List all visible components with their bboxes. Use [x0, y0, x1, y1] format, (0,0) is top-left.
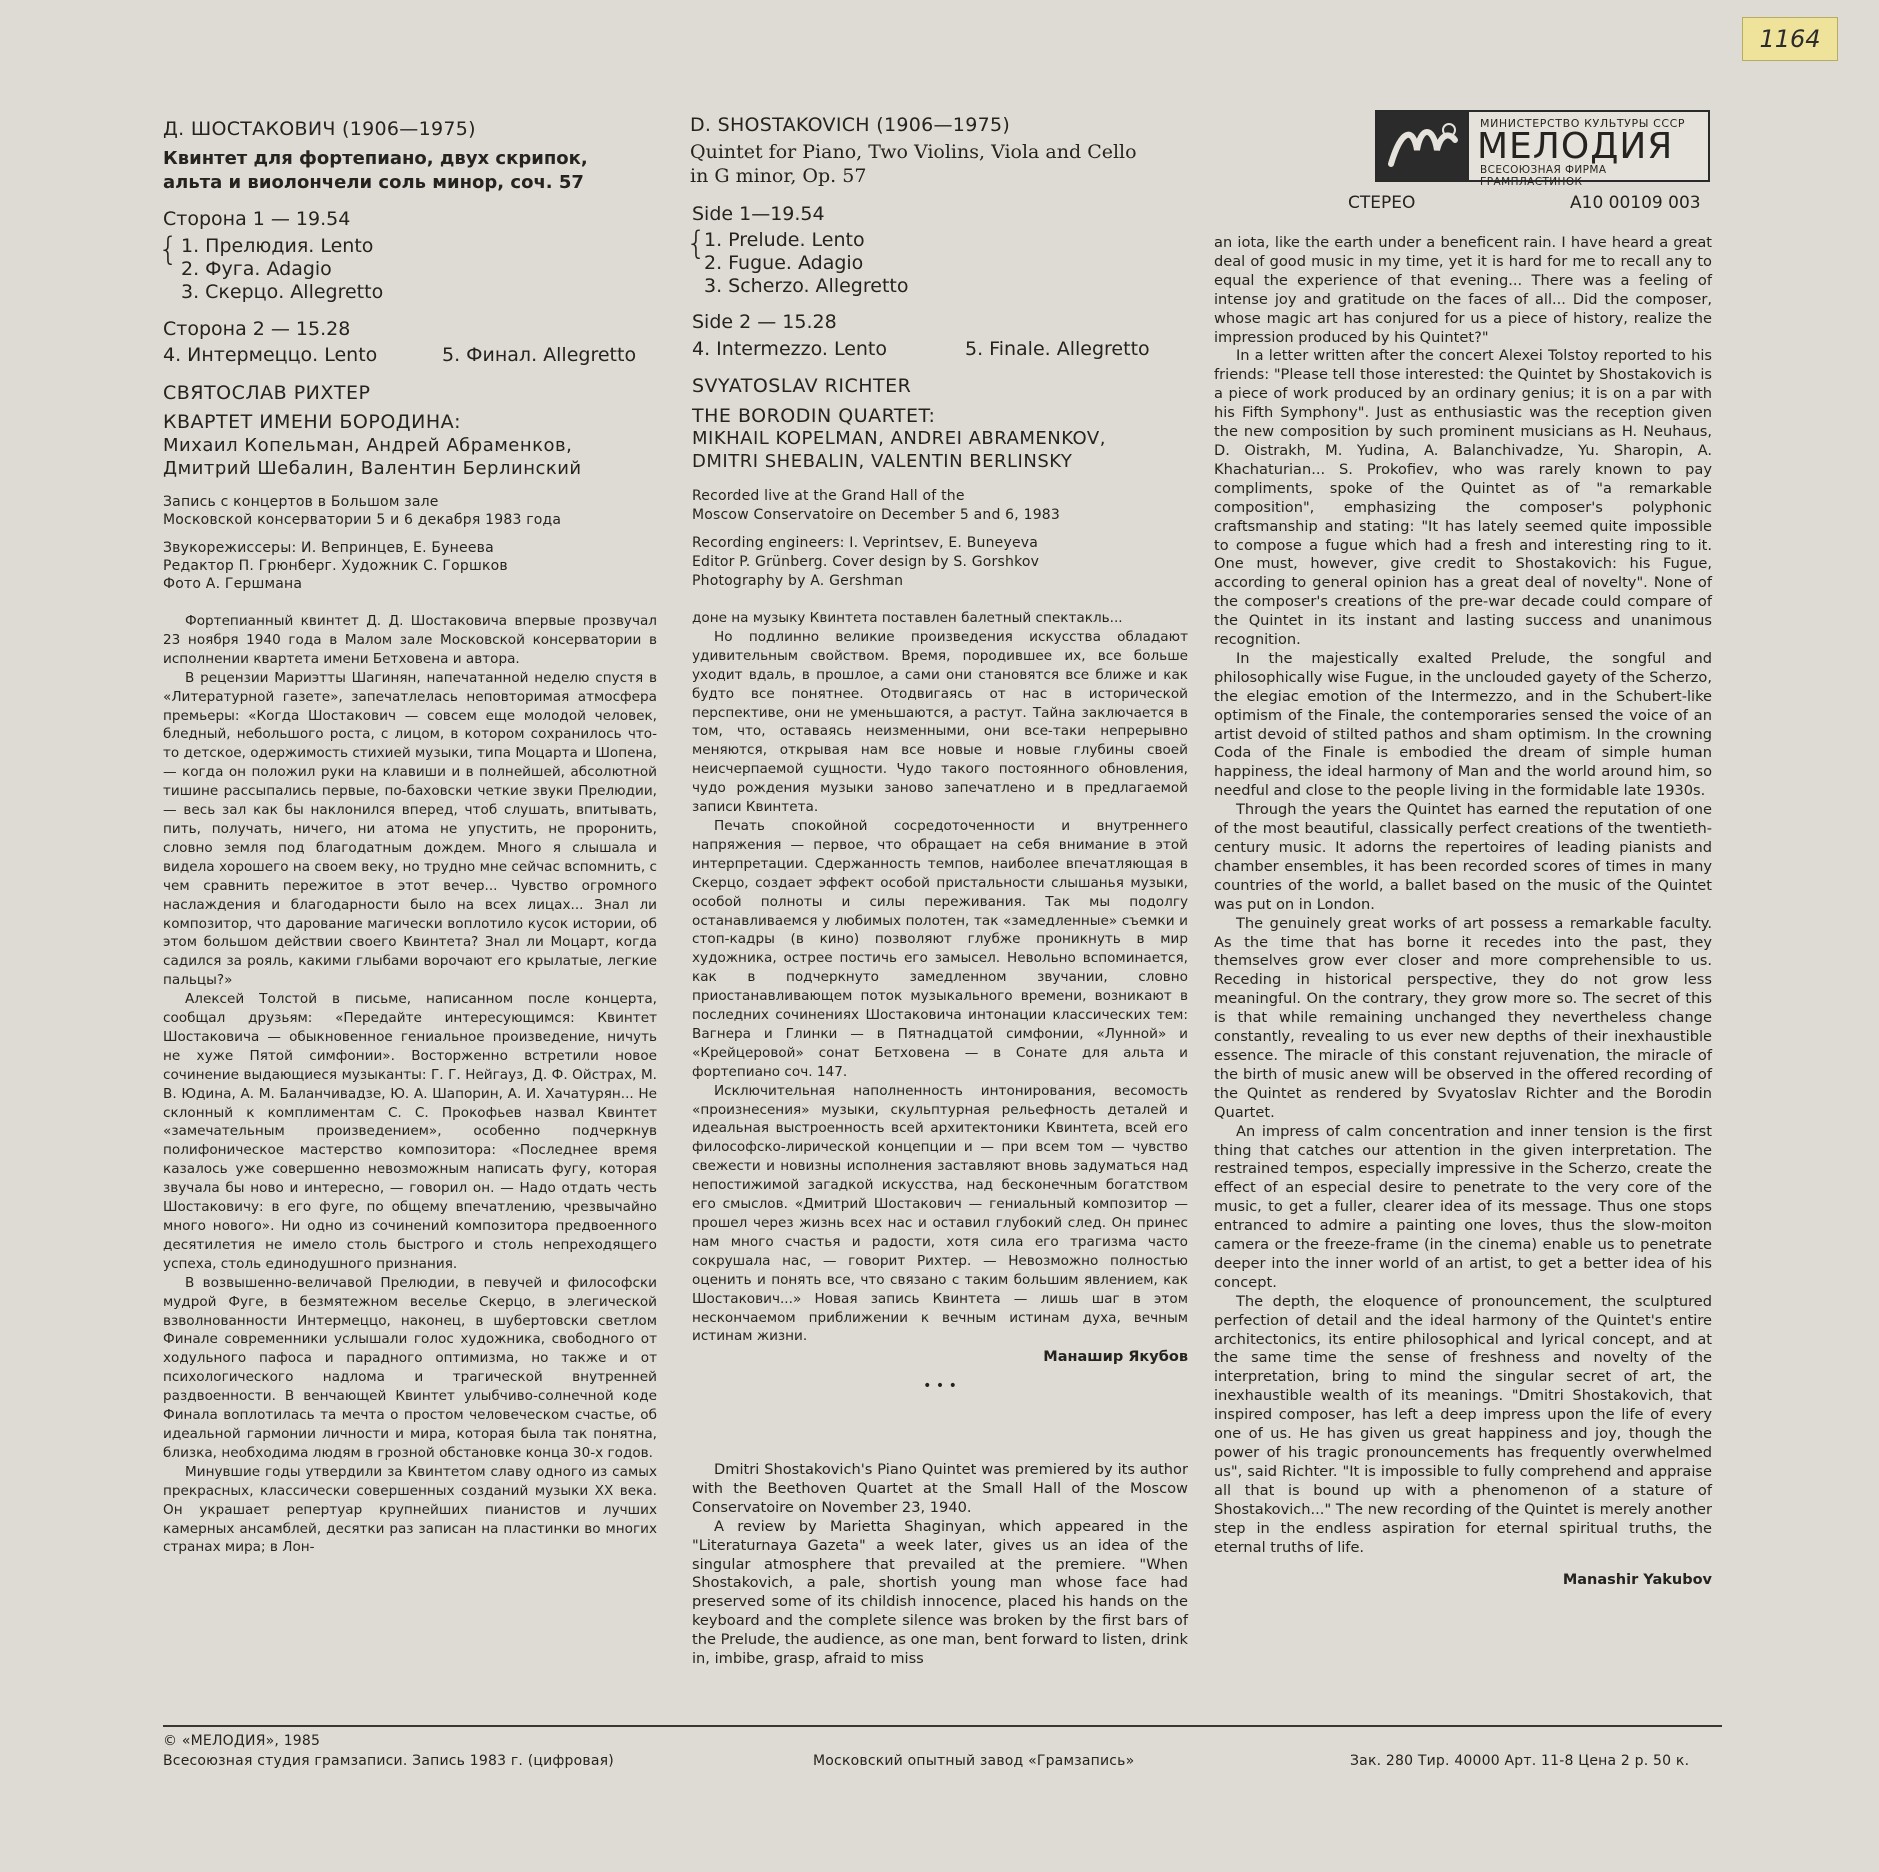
stereo-label: СТЕРЕО: [1348, 193, 1416, 213]
credits-en-3: Photography by A. Gershman: [692, 573, 904, 589]
essay-ru-paragraph: Фортепианный квинтет Д. Д. Шостаковича впервые прозвучал 23 ноября 1940 года в Малом зале Московской консерватории в исполнении квартета имени Бетховена и автора.: [163, 613, 657, 667]
work-title-ru-2: альта и виолончели соль минор, соч. 57: [163, 172, 584, 193]
track-2-en: 2. Fugue. Adagio: [704, 252, 864, 274]
author-signature-en: Manashir Yakubov: [1562, 1572, 1712, 1589]
brace-ru: {: [158, 230, 179, 268]
performer-ru: СВЯТОСЛАВ РИХТЕР: [163, 382, 371, 404]
track-3-en: 3. Scherzo. Allegretto: [704, 275, 909, 297]
recording-ru-2: Московской консерватории 5 и 6 декабря 1983 года: [163, 512, 562, 528]
track-4-en: 4. Intermezzo. Lento: [692, 338, 888, 360]
recording-en-2: Moscow Conservatoire on December 5 and 6, 1983: [692, 507, 1061, 523]
recording-en-1: Recorded live at the Grand Hall of the: [692, 488, 965, 504]
composer-en: D. SHOSTAKOVICH (1906—1975): [690, 114, 1011, 136]
quartet-en: THE BORODIN QUARTET:: [692, 405, 936, 427]
credits-ru-2: Редактор П. Грюнберг. Художник С. Горшков: [163, 558, 508, 574]
essay-en-paragraph: In the majestically exalted Prelude, the songful and philosophically wise Fugue, in the unclouded gayety of the Scherzo, the elegiac emotion of the Intermezzo, and in the Schubert-like optimism of the Finale, the contemporaries sensed the voice of an artist devoid of stilted pathos and sham optimism. In the crowning Coda of the Finale is embodied the dream of simple human happiness, the ideal harmony of Man and the world around him, so needful and close to the people living in the formidable late 1930s.: [1214, 649, 1712, 800]
essay-ru-paragraph: Печать спокойной сосредоточенности и внутреннего напряжения — первое, что обращает на себя внимание в этой интерпретации. Сдержанность темпов, наиболее впечатляющая в Скерцо, создает эффект особой пристальности слышанья музыки, особой полноты и силы переживания. Так мы подолгу останавливаемся у любимых полотен, так «замедленные» съемки и стоп-кадры (в кино) позволяют глубже проникнуть в мир художника, острее постичь его замысел. Невольно вспоминается, как в подчеркнуто замедленном звучании, словно приостанавливающем поток музыкального времени, возникают в последних сочинениях Шостаковича интонации классических тем: Вагнера и Глинки — в Пятнадцатой симфонии, «Лунной» и «Крейцеровой» сонат Бетховена — в Сонате для альта и фортепиано соч. 147.: [692, 817, 1188, 1080]
credits-en-2: Editor P. Grünberg. Cover design by S. Gorshkov: [692, 554, 1040, 570]
essay-en-paragraph: In a letter written after the concert Alexei Tolstoy reported to his friends: "Please tell those interested: the Quintet by Shostakovich is a piece of work produced by an ordinary genius; it is on a par with his Fifth Symphony". Just as enthusiastic was the reception given the new composition by such prominent musicians as H. Neuhaus, D. Oistrakh, M. Yudina, A. Balanchivadze, Yu. Sharopin, A. Khachaturian... S. Prokofiev, who was rarely known to pay compliments, spoke of the Quintet as of "a remarkable composition", emphasizing the composer's polyphonic craftsmanship and stating: "It has lately seemed quite impossible to compose a fugue which had a fresh and interesting ring to it. One must, however, give credit to Shostakovich: his Fugue, according to general opinion has a great deal of novelty". None of the composer's creations of the pre-war decade could compare of the Quintet in its instant and lasting success and unanimous recognition.: [1214, 347, 1712, 649]
recording-ru-1: Запись с концертов в Большом зале: [163, 494, 439, 510]
essay-en-paragraph: The depth, the eloquence of pronouncement, the sculptured perfection of detail and the ideal harmony of the Quintet's entire architectonics, its entire philosophical and lyrical concept, and at the same time the sense of freshness and novelty of the interpretation, bring to mind the singular secret of art, the inexhaustible wealth of its meanings. "Dmitri Shostakovich, that inspired composer, has left a deep impress upon the life of every one of us. He has given us great happiness and joy, though the power of his tragic pronouncements has frequently overwhelmed us", said Richter. "It is impossible to fully comprehend and appraise all that is bound up with a phenomenon of a stature of Shostakovich..." The new recording of the Quintet is merely another step in the endless aspiration for eternal spiritual truths, the eternal truths of life.: [1214, 1292, 1712, 1556]
label-name: МЕЛОДИЯ: [1477, 126, 1674, 167]
composer-ru: Д. ШОСТАКОВИЧ (1906—1975): [163, 118, 476, 140]
essay-en-paragraph: An impress of calm concentration and inner tension is the first thing that catches our attention in the given interpretation. The restrained tempos, especially impressive in the Scherzo, create the effect of an especial desire to penetrate to the very core of the music, to get a fuller, clearer idea of its message. Thus one stops entranced to admire a painting one loves, thus the slow-moiton camera or the freeze-frame (in the cinema) enable us to penetrate deeper into the inner world of an artist, to get a better idea of his concept.: [1214, 1122, 1712, 1291]
essay-ru-paragraph: Исключительная наполненность интонирования, весомость «произнесения» музыки, скульптурная рельефность деталей и идеальная выстроенность всей архитектоники Квинтета, всей его философско-лирической концепции и — при всем том — чувство свежести и новизны исполнения заставляют вновь задуматься над непостижимой загадкой искусства, над бесконечным богатством его смыслов. «Дмитрий Шостакович — гениальный композитор — прошел через жизнь всех нас и оставил глубокий след. Он принес нам много счастья и радости, хотя сила его трагизма часто сокрушала нас, — говорит Рихтер. — Невозможно полностью оценить и понять все, что связано с таким большим явлением, как Шостакович...» Новая запись Квинтета — лишь шаг в этом нескончаемом приближении к вечным истинам духа, вечным истинам жизни.: [692, 1082, 1188, 1345]
footer-plant: Московский опытный завод «Грамзапись»: [813, 1753, 1135, 1769]
essay-ru-column-1: [163, 612, 657, 1557]
author-signature-ru: Манашир Якубов: [1043, 1349, 1188, 1366]
side2-en: Side 2 — 15.28: [692, 311, 837, 333]
footer-copyright: © «МЕЛОДИЯ», 1985: [163, 1733, 321, 1749]
performer-en: SVYATOSLAV RICHTER: [692, 375, 912, 397]
section-separator: • • •: [923, 1378, 957, 1395]
melodiya-emblem-icon: [1377, 112, 1469, 180]
essay-ru-paragraph: Минувшие годы утвердили за Квинтетом славу одного из самых прекрасных, классически совершенных созданий музыки XX века. Он украшает репертуар крупнейших пианистов и лучших камерных ансамблей, десятки раз записан на пластинки во многих странах мира; в Лон-: [163, 1463, 657, 1556]
track-1-en: 1. Prelude. Lento: [704, 229, 865, 251]
essay-ru-paragraph: доне на музыку Квинтета поставлен балетный спектакль...: [692, 610, 1123, 626]
track-3-ru: 3. Скерцо. Allegretto: [181, 281, 384, 303]
credits-ru-3: Фото А. Гершмана: [163, 576, 303, 592]
track-4-ru: 4. Интермеццо. Lento: [163, 344, 378, 366]
essay-en-paragraph: an iota, like the earth under a beneficent rain. I have heard a great deal of good music in my time, yet it is hard for me to recall any to equal the experience of that evening... There was a feeling of intense joy and gratitude on the faces of all... Did the composer, whose magic art has conjured for us a piece of history, realize the impression produced by his Quintet?": [1214, 234, 1712, 346]
footer-divider: [163, 1725, 1722, 1727]
footer-studio: Всесоюзная студия грамзаписи. Запись 1983 г. (цифровая): [163, 1753, 614, 1769]
label-ministry: МИНИСТЕРСТВО КУЛЬТУРЫ СССР: [1480, 117, 1686, 130]
members-ru-2: Дмитрий Шебалин, Валентин Берлинский: [163, 458, 582, 479]
label-firm: ВСЕСОЮЗНАЯ ФИРМА ГРАМПЛАСТИНОК: [1480, 164, 1607, 188]
quartet-ru: КВАРТЕТ ИМЕНИ БОРОДИНА:: [163, 411, 462, 433]
essay-ru-paragraph: В рецензии Мариэтты Шагинян, напечатанной неделю спустя в «Литературной газете», запечатлелась неповторимая атмосфера премьеры: «Когда Шостакович — совсем еще молодой человек, бледный, небольшого роста, с лицом, в котором сохранилось что-то детское, одержимость стихией музыки, типа Моцарта и Шопена, — когда он положил руки на клавиши и в полнейшей, абсолютной тишине рассыпались первые, по-баховски четкие звуки Прелюдии, — весь зал как бы наклонился вперед, чтоб слушать, впитывать, пить, получать, ничего, ни атома не упустить, не проронить, словно земля под благодатным дождем. Много я слышала и видела хорошего на своем веку, но трудно мне сейчас вспомнить, с чем сравнить пережитое в этот вечер... Чувство огромного наслаждения и благодарности было на всех лицах... Знал ли композитор, что дарование магически воплотило кусок истории, об этом большом действии своего Квинтета? Знал ли Моцарт, когда садился за рояль, какими глыбами ворочают его крылатые, легкие пальцы?»: [163, 669, 657, 989]
essay-en-paragraph: A review by Marietta Shaginyan, which appeared in the "Literaturnaya Gazeta" a week later, gives us an idea of the singular atmosphere that prevailed at the premiere. "When Shostakovich, a pale, shortish young man whose face had preserved some of its childish innocence, placed his hands on the keyboard and the complete silence was broken by the first bars of the Prelude, the audience, as one man, bent forward to listen, drink in, imbibe, grasp, afraid to miss: [692, 1517, 1188, 1668]
catalog-sticker: 1164: [1742, 17, 1838, 61]
members-ru-1: Михаил Копельман, Андрей Абраменков,: [163, 435, 573, 456]
essay-en-column-1: [692, 1461, 1188, 1669]
work-title-en-1: Quintet for Piano, Two Violins, Viola and Cello: [690, 141, 1137, 163]
credits-ru-1: Звукорежиссеры: И. Вепринцев, Е. Бунеева: [163, 540, 494, 556]
melodiya-logo: [1375, 110, 1710, 188]
brace-en: {: [686, 224, 707, 262]
side1-ru: Сторона 1 — 19.54: [163, 208, 351, 230]
credits-en-1: Recording engineers: I. Veprintsev, E. Buneyeva: [692, 535, 1039, 551]
essay-ru-paragraph: В возвышенно-величавой Прелюдии, в певучей и философски мудрой Фуге, в безмятежном веселье Скерцо, в элегической взволнованности Интермеццо, наконец, в шубертовски светлом Финале современники услышали голос художника, свободного от ходульного пафоса и парадного оптимизма, но также и от психологического надлома и трагической внутренней раздвоенности. В венчающей Квинтет улыбчиво-солнечной коде Финала воплотилась та мечта о простом человеческом счастье, об идеальной гармонии личности и мира, которая была так понятна, близка, необходима людям в грозной обстановке конца 30-х годов.: [163, 1274, 657, 1461]
side1-en: Side 1—19.54: [692, 203, 825, 225]
side2-ru: Сторона 2 — 15.28: [163, 318, 351, 340]
footer-order: Зак. 280 Тир. 40000 Арт. 11-8 Цена 2 р. 50 к.: [1350, 1753, 1690, 1769]
members-en-2: DMITRI SHEBALIN, VALENTIN BERLINSKY: [692, 451, 1073, 472]
essay-en-column-2: [1214, 234, 1712, 1590]
work-title-en-2: in G minor, Op. 57: [690, 165, 867, 187]
track-5-ru: 5. Финал. Allegretto: [442, 344, 637, 366]
essay-en-paragraph: Through the years the Quintet has earned the reputation of one of the most beautiful, classically perfect creations of the twentieth-century music. It adorns the repertoires of leading pianists and chamber ensembles, it has been recorded scores of times in many countries of the world, a ballet based on the music of the Quintet was put on in London.: [1214, 801, 1712, 913]
catalog-number: А10 00109 003: [1570, 193, 1701, 213]
track-5-en: 5. Finale. Allegretto: [965, 338, 1150, 360]
essay-en-paragraph: Dmitri Shostakovich's Piano Quintet was premiered by its author with the Beethoven Quartet at the Small Hall of the Moscow Conservatoire on November 23, 1940.: [692, 1461, 1188, 1516]
essay-ru-paragraph: Алексей Толстой в письме, написанном после концерта, сообщал друзьям: «Передайте интересующимся: Квинтет Шостаковича — обыкновенное гениальное произведение, ничуть не хуже Пятой симфонии». Восторженно встретили новое сочинение выдающиеся музыканты: Г. Г. Нейгауз, Д. Ф. Ойстрах, М. В. Юдина, А. М. Баланчивадзе, Ю. А. Шапорин, А. И. Хачатурян... Не склонный к комплиментам С. С. Прокофьев назвал Квинтет «замечательным произведением», особенно подчеркнув полифоническое мастерство композитора: «Последнее время казалось уже совершенно невозможным написать фугу, которая звучала бы ново и интересно, — говорил он. — Надо отдать честь Шостаковичу: в его фуге, по общему впечатлению, чрезвычайно много нового». Ни одно из сочинений композитора предвоенного десятилетия не имело столь быстрого и столь непреходящего успеха, столь единодушного признания.: [163, 991, 657, 1272]
track-2-ru: 2. Фуга. Adagio: [181, 258, 332, 280]
essay-ru-column-2: [692, 609, 1188, 1396]
members-en-1: MIKHAIL KOPELMAN, ANDREI ABRAMENKOV,: [692, 428, 1106, 449]
essay-en-paragraph: The genuinely great works of art possess a remarkable faculty. As the time that has borne it recedes into the past, they themselves grow ever closer and more comprehensible to us. Receding in historical perspective, they do not grow less meaningful. On the contrary, they grow more so. The secret of this is that while remaining unchanged they nevertheless change constantly, revealing to us ever new depths of their inexhaustible essence. The miracle of this constant rejuvenation, the miracle of the birth of music anew will be observed in the offered recording of the Quintet as rendered by Svyatoslav Richter and the Borodin Quartet.: [1214, 914, 1712, 1121]
essay-ru-paragraph: Но подлинно великие произведения искусства обладают удивительным свойством. Время, породившее их, все больше уходит вдаль, в прошлое, а сами они становятся все ближе и как будто все понятнее. Отодвигаясь от нас в исторической перспективе, они не уменьшаются, а растут. Тайна заключается в том, что, оставаясь неизменными, они все-таки непрерывно меняются, открывая нам все новые и новые глубины своей неисчерпаемой сущности. Чудо такого постоянного обновления, чудо рождения музыки заново запечатлено и в предлагаемой записи Квинтета.: [692, 628, 1188, 816]
track-1-ru: 1. Прелюдия. Lento: [181, 235, 374, 257]
work-title-ru-1: Квинтет для фортепиано, двух скрипок,: [163, 148, 588, 169]
